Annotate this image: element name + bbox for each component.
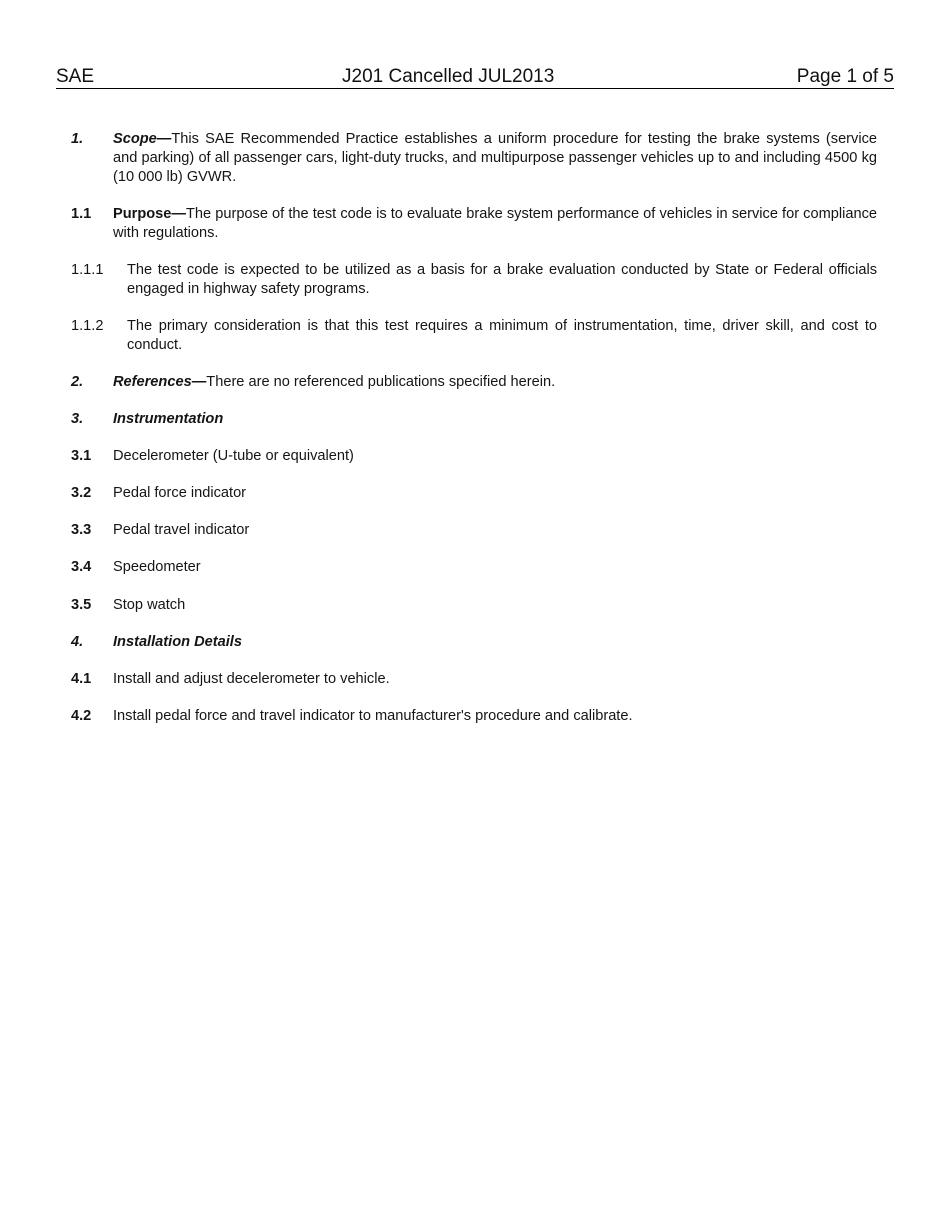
section-number: 3.	[71, 411, 84, 427]
section-number: 3.4	[71, 559, 92, 575]
section-title: Scope—	[113, 131, 172, 147]
section-number: 2.	[71, 374, 84, 390]
header-document-id: J201 Cancelled JUL2013	[342, 66, 555, 87]
section-text: Stop watch	[113, 597, 186, 613]
section-number: 1.	[71, 131, 84, 147]
header-page-number: Page 1 of 5	[796, 66, 894, 87]
section-number: 1.1	[71, 206, 92, 222]
section-number: 1.1.1	[71, 262, 104, 278]
page-header	[56, 66, 894, 89]
section-number: 4.	[71, 634, 84, 650]
section-text: Install pedal force and travel indicator to manufacturer's procedure and calibrate.	[113, 708, 633, 724]
section-body	[113, 373, 877, 392]
section-number: 3.3	[71, 522, 92, 538]
section-number: 3.5	[71, 597, 92, 613]
section-body	[113, 205, 877, 243]
section-text: Pedal force indicator	[113, 485, 247, 501]
section-text: The primary consideration is that this test requires a minimum of instrumentation, time, driver skill, and cost to conduct.	[127, 318, 877, 353]
section-number: 1.1.2	[71, 318, 104, 334]
section-number: 4.1	[71, 671, 92, 687]
section-title: Installation Details	[113, 634, 242, 650]
section-number: 4.2	[71, 708, 92, 724]
header-org: SAE	[56, 66, 95, 87]
section-body	[113, 130, 877, 187]
section-number: 3.1	[71, 448, 92, 464]
section-text: Speedometer	[113, 559, 201, 575]
section-number: 3.2	[71, 485, 92, 501]
section-body	[113, 633, 877, 652]
section-text: Pedal travel indicator	[113, 522, 250, 538]
section-text: The purpose of the test code is to evaluate brake system performance of vehicles in service for compliance with regulations.	[113, 206, 877, 241]
section-text: Decelerometer (U-tube or equivalent)	[113, 448, 354, 464]
section-body	[113, 410, 877, 429]
section-title: Purpose—	[113, 206, 186, 222]
section-title: Instrumentation	[113, 411, 224, 427]
section-text: Install and adjust decelerometer to vehicle.	[113, 671, 390, 687]
section-title: References—	[113, 374, 207, 390]
section-text: The test code is expected to be utilized as a basis for a brake evaluation conducted by State or Federal officials engaged in highway safety programs.	[127, 262, 877, 297]
section-text: This SAE Recommended Practice establishes a uniform procedure for testing the brake systems (service and parking) of all passenger cars, light-duty trucks, and multipurpose passenger vehicles up to and including 4500 kg (10 000 lb) GVWR.	[113, 131, 877, 185]
section-text: There are no referenced publications specified herein.	[206, 374, 556, 390]
